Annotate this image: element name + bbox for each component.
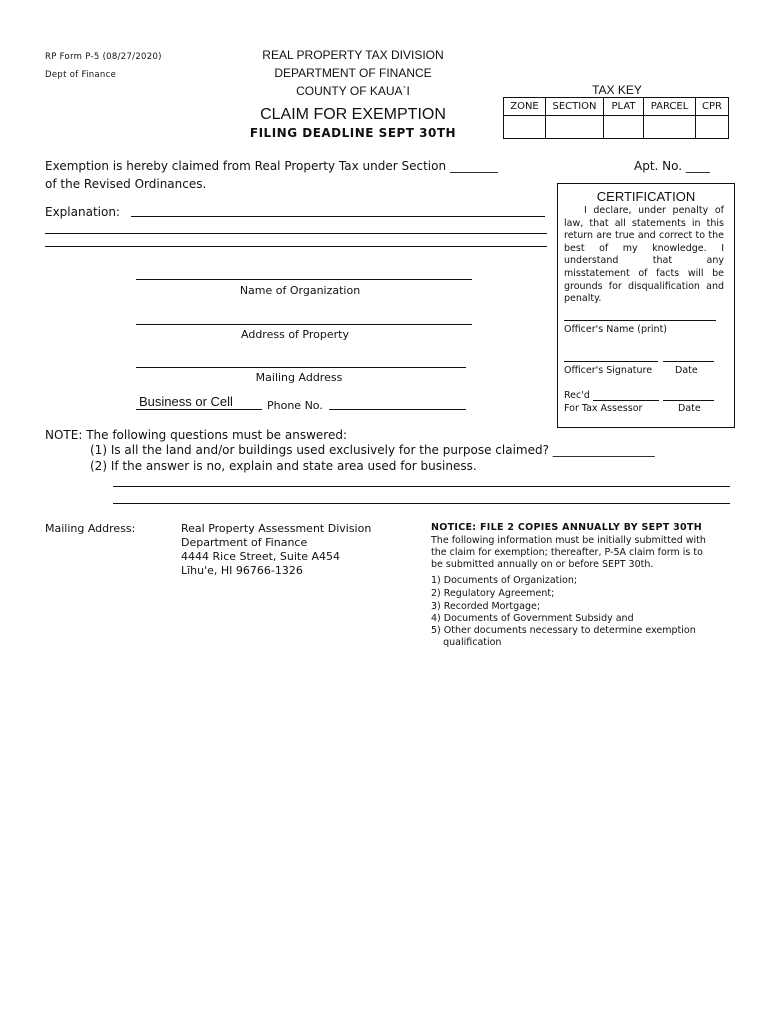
filing-deadline: FILING DEADLINE SEPT 30TH: [249, 126, 457, 140]
dept-line: Dept of Finance: [45, 70, 117, 80]
phone-line[interactable]: [329, 409, 466, 410]
tax-key-col-zone: ZONE: [504, 98, 546, 116]
tax-key-label: TAX KEY: [592, 83, 642, 97]
officer-date-label: Date: [675, 365, 698, 376]
page-title: CLAIM FOR EXEMPTION: [260, 106, 446, 123]
tax-key-table: [503, 97, 729, 139]
claim-line-1: Exemption is hereby claimed from Real Property Tax under Section ________: [45, 159, 498, 173]
notice-item-5: 5) Other documents necessary to determine exemption: [431, 625, 696, 636]
officer-signature-label: Officer's Signature: [564, 365, 653, 376]
tax-key-cpr-field[interactable]: [696, 116, 729, 139]
tax-key-plat-field[interactable]: [604, 116, 644, 139]
explanation-label: Explanation:: [45, 205, 120, 219]
notice-item-6: qualification: [431, 637, 502, 648]
mailing-line-1: Real Property Assessment Division: [181, 522, 372, 535]
notice-text-3: be submitted annually on or before SEPT 30th.: [431, 559, 654, 570]
explanation-line-1[interactable]: [131, 216, 545, 217]
note-answer-line-1[interactable]: [113, 486, 730, 487]
notice-item-4: 4) Documents of Government Subsidy and: [431, 613, 634, 624]
tax-key-col-parcel: PARCEL: [644, 98, 696, 116]
tax-key-col-cpr: CPR: [696, 98, 729, 116]
property-address-label: Address of Property: [241, 328, 349, 341]
property-address-line[interactable]: [136, 324, 472, 325]
for-tax-assessor-label: For Tax Assessor: [564, 403, 643, 414]
explanation-line-3[interactable]: [45, 246, 547, 247]
note-label: NOTE: The following questions must be answered:: [45, 428, 347, 442]
note-answer-line-2[interactable]: [113, 503, 730, 504]
tax-key-zone-field[interactable]: [504, 116, 546, 139]
tax-key-col-section: SECTION: [546, 98, 604, 116]
header-department: DEPARTMENT OF FINANCE: [274, 66, 432, 80]
recd-date-line[interactable]: [663, 400, 714, 401]
header-county: COUNTY OF KAUA`I: [296, 84, 410, 98]
officer-signature-line[interactable]: [564, 361, 658, 362]
tax-key-section-field[interactable]: [546, 116, 604, 139]
note-question-1: (1) Is all the land and/or buildings used exclusively for the purpose claimed? _________________: [90, 443, 655, 457]
org-name-line[interactable]: [136, 279, 472, 280]
recd-label: Rec'd: [564, 390, 590, 401]
phone-label: Phone No.: [267, 399, 323, 412]
notice-item-3: 3) Recorded Mortgage;: [431, 601, 541, 612]
notice-item-2: 2) Regulatory Agreement;: [431, 588, 555, 599]
note-question-2: (2) If the answer is no, explain and state area used for business.: [90, 459, 477, 473]
tax-key-parcel-field[interactable]: [644, 116, 696, 139]
officer-date-line[interactable]: [663, 361, 714, 362]
tax-key-col-plat: PLAT: [604, 98, 644, 116]
explanation-line-2[interactable]: [45, 233, 547, 234]
notice-title: NOTICE: FILE 2 COPIES ANNUALLY BY SEPT 30TH: [431, 522, 702, 533]
mailing-label: Mailing Address:: [45, 522, 136, 535]
business-or-cell-line[interactable]: [136, 409, 262, 410]
notice-item-1: 1) Documents of Organization;: [431, 575, 578, 586]
header-division: REAL PROPERTY TAX DIVISION: [262, 48, 444, 62]
recd-date-label: Date: [678, 403, 701, 414]
claim-line-2: of the Revised Ordinances.: [45, 177, 207, 191]
notice-text-2: the claim for exemption; thereafter, P-5A claim form is to: [431, 547, 703, 558]
org-name-label: Name of Organization: [239, 284, 361, 297]
form-id: RP Form P-5 (08/27/2020): [45, 52, 162, 62]
business-or-cell-label: Business or Cell: [139, 394, 233, 409]
mailing-line-3: 4444 Rice Street, Suite A454: [181, 550, 341, 563]
officer-name-label: Officer's Name (print): [564, 324, 667, 335]
certification-title: CERTIFICATION: [596, 189, 696, 204]
officer-name-line[interactable]: [564, 320, 716, 321]
mailing-line-4: Līhu'e, HI 96766-1326: [181, 564, 303, 577]
mailing-address-label: Mailing Address: [255, 371, 343, 384]
notice-text-1: The following information must be initially submitted with: [431, 535, 706, 546]
mailing-address-line[interactable]: [136, 367, 466, 368]
certification-text: I declare, under penalty of law, that all statements in this return are true and correct to the best of my knowledge. I understand that any misstatement of facts will be grounds for disqualification and penalty.: [564, 205, 724, 305]
recd-line[interactable]: [593, 400, 659, 401]
apt-no: Apt. No. ____: [634, 159, 710, 173]
mailing-line-2: Department of Finance: [181, 536, 308, 549]
